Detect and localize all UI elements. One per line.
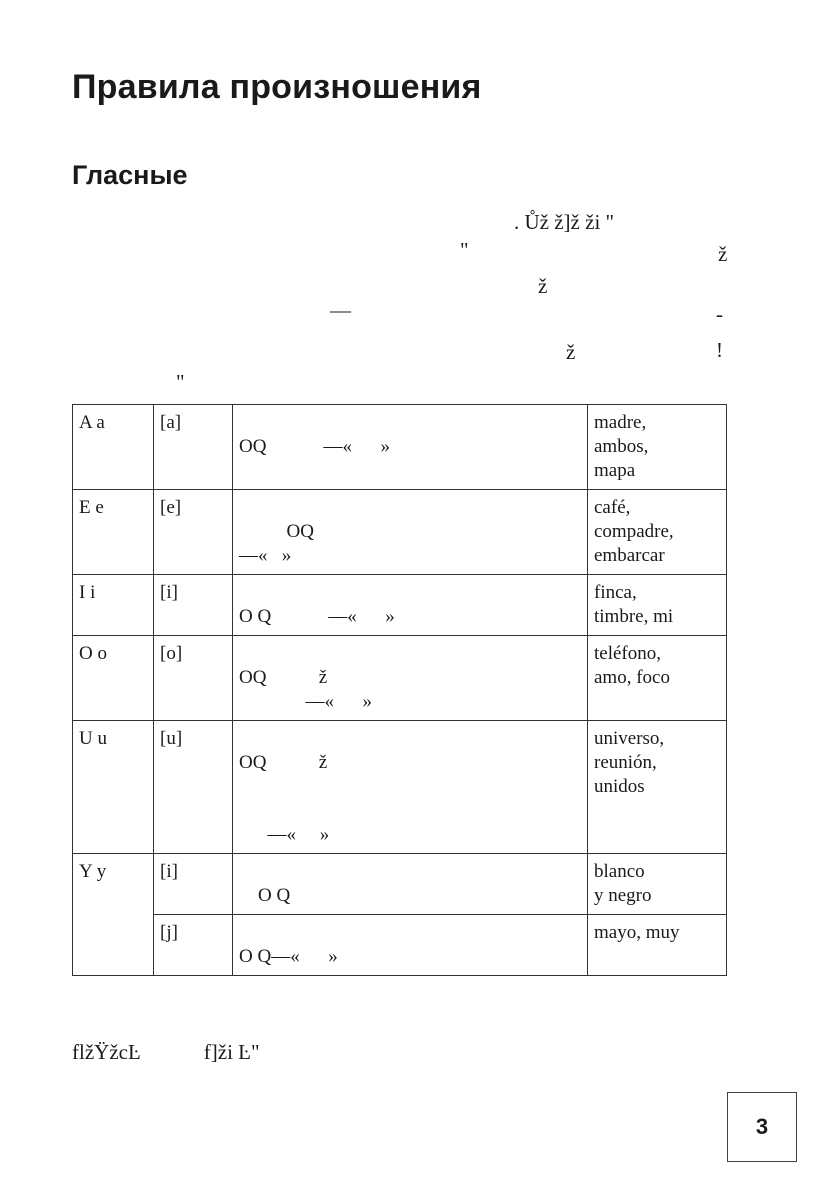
description-line: —« »: [239, 545, 292, 566]
example-word: timbre, mi: [594, 606, 674, 627]
example-word: madre,: [594, 412, 647, 433]
page-number: 3: [727, 1092, 797, 1162]
description-cell: [233, 636, 588, 721]
examples-cell: [588, 636, 727, 721]
example-word: reunión,: [594, 752, 657, 773]
description-line: O Q: [239, 885, 291, 906]
example-word: mayo, muy: [594, 922, 680, 943]
letter-cell: U u: [73, 721, 154, 854]
example-word: compadre,: [594, 521, 674, 542]
example-word: ambos,: [594, 436, 649, 457]
description-line: [239, 642, 581, 666]
description-line: —« »: [239, 691, 372, 712]
table-row: [73, 854, 727, 915]
intro-fragment: ": [460, 238, 469, 262]
intro-fragment: ž: [566, 340, 576, 364]
examples-cell: [588, 915, 727, 976]
examples-cell: [588, 490, 727, 575]
example-word: embarcar: [594, 545, 665, 566]
letter-cell: E e: [73, 490, 154, 575]
description-cell: [233, 854, 588, 915]
sound-cell: [e]: [154, 490, 233, 575]
description-line: [239, 860, 581, 884]
example-word: unidos: [594, 776, 645, 797]
description-line: [239, 581, 581, 605]
intro-fragment: . Ůž ž]ž ži ": [514, 210, 615, 234]
description-line: [239, 799, 581, 823]
description-line: O Q —« »: [239, 606, 395, 627]
table-row: [73, 915, 727, 976]
intro-fragment: !: [716, 338, 723, 362]
description-line: OQ ž: [239, 667, 328, 688]
example-word: mapa: [594, 460, 636, 481]
intro-fragment: ": [176, 370, 185, 394]
description-line: [239, 496, 581, 520]
example-word: finca,: [594, 582, 637, 603]
description-line: O Q—« »: [239, 946, 338, 967]
description-line: OQ —« »: [239, 436, 390, 457]
sound-cell: [u]: [154, 721, 233, 854]
description-line: [239, 775, 581, 799]
intro-fragment: -: [716, 302, 723, 326]
example-word: café,: [594, 497, 631, 518]
letter-cell: O o: [73, 636, 154, 721]
description-cell: [233, 490, 588, 575]
examples-cell: [588, 854, 727, 915]
example-word: y negro: [594, 885, 652, 906]
example-word: blanco: [594, 861, 645, 882]
table-row: [73, 490, 727, 575]
description-line: [239, 411, 581, 435]
example-word: teléfono,: [594, 643, 662, 664]
letter-cell: I i: [73, 575, 154, 636]
examples-cell: [588, 575, 727, 636]
examples-cell: [588, 405, 727, 490]
intro-fragment: ž: [538, 274, 548, 298]
description-cell: [233, 915, 588, 976]
table-row: [73, 575, 727, 636]
page-title: Правила произношения: [72, 68, 482, 106]
sound-cell: [j]: [154, 915, 233, 976]
sound-cell: [i]: [154, 854, 233, 915]
bottom-text: flžŸžcĿ f]ži Ŀ": [72, 1040, 260, 1064]
description-cell: [233, 575, 588, 636]
description-line: —« »: [239, 824, 330, 845]
table-row: [73, 636, 727, 721]
description-line: OQ ž: [239, 752, 328, 773]
intro-fragment: —: [330, 298, 351, 322]
description-cell: [233, 405, 588, 490]
letter-cell: Y y: [73, 854, 154, 976]
description-cell: [233, 721, 588, 854]
table-row: [73, 721, 727, 854]
section-title: Гласные: [72, 160, 188, 190]
description-line: [239, 921, 581, 945]
sound-cell: [o]: [154, 636, 233, 721]
intro-fragment: ž: [718, 242, 728, 266]
sound-cell: [i]: [154, 575, 233, 636]
example-word: amo, foco: [594, 667, 670, 688]
description-line: [239, 727, 581, 751]
example-word: universo,: [594, 728, 665, 749]
letter-cell: A a: [73, 405, 154, 490]
examples-cell: [588, 721, 727, 854]
table-row: [73, 405, 727, 490]
vowels-table: [72, 404, 727, 976]
sound-cell: [a]: [154, 405, 233, 490]
description-line: OQ: [239, 521, 314, 542]
